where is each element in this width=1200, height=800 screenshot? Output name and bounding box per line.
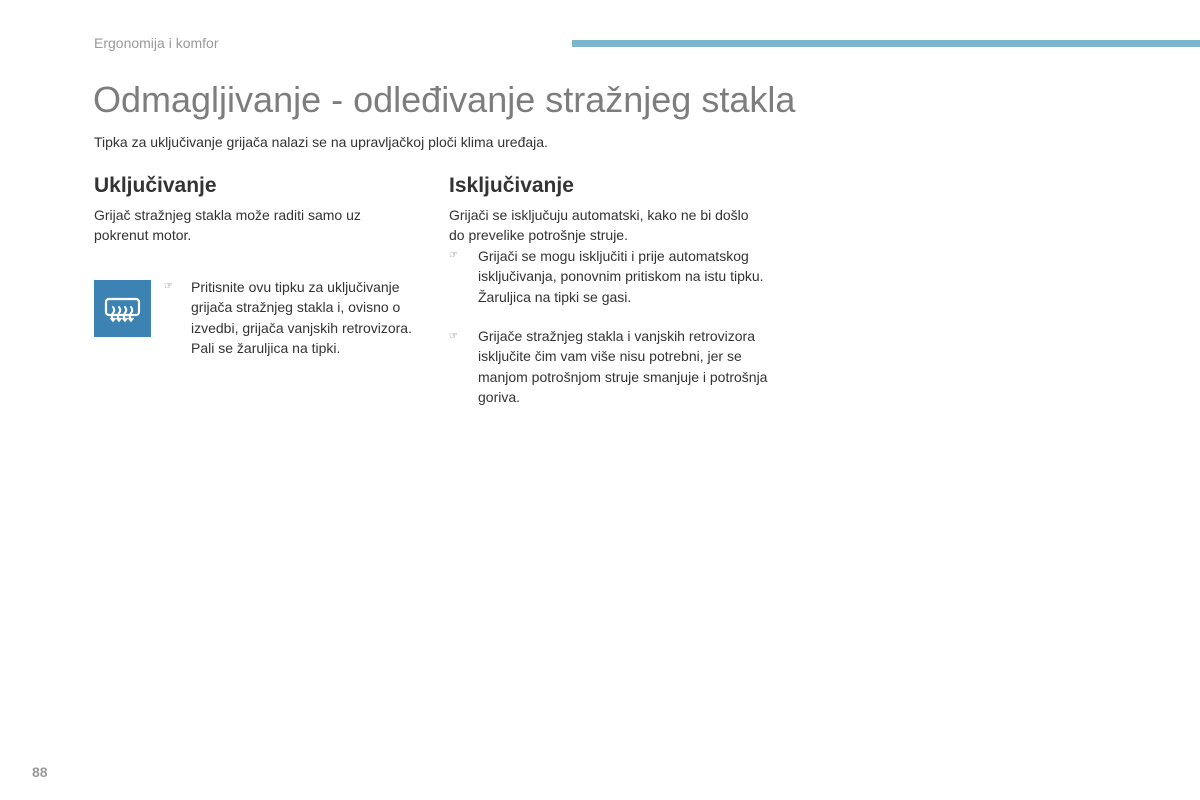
page-number: 88	[32, 764, 48, 780]
left-paragraph: Grijač stražnjeg stakla može raditi samo uz pokrenut motor.	[94, 207, 361, 244]
right-bullet-1: Grijači se mogu isključiti i prije automatskog isključivanja, ponovnim pritiskom na istu tipku. Žaruljica na tipki se gasi.	[478, 248, 764, 305]
page-title: Odmagljivanje - odleđivanje stražnjeg stakla	[93, 79, 796, 120]
intro-text: Tipka za uključivanje grijača nalazi se na upravljačkoj ploči klima uređaja.	[94, 134, 548, 150]
section-label: Ergonomija i komfor	[94, 35, 219, 51]
pointing-hand-icon: ☞	[449, 331, 458, 342]
heading-ukljucivanje: Uključivanje	[94, 174, 217, 197]
left-bullet-1: Pritisnite ovu tipku za uključivanje grijača stražnjeg stakla i, ovisno o izvedbi, grijača vanjskih retrovizora. Pali se žaruljica na tipki.	[191, 279, 412, 356]
right-paragraph: Grijači se isključuju automatski, kako ne bi došlo do prevelike potrošnje struje.	[449, 207, 749, 244]
heading-iskljucivanje: Isključivanje	[449, 174, 574, 197]
header-accent-bar	[572, 40, 1200, 47]
defrost-button	[94, 280, 151, 337]
rear-window-defrost-icon	[94, 280, 151, 337]
pointing-hand-icon: ☞	[164, 281, 173, 292]
right-bullet-2: Grijače stražnjeg stakla i vanjskih retrovizora isključite čim vam više nisu potrebni, jer se manjom potrošnjom struje smanjuje i potrošnja goriva.	[478, 328, 768, 405]
pointing-hand-icon: ☞	[449, 250, 458, 261]
